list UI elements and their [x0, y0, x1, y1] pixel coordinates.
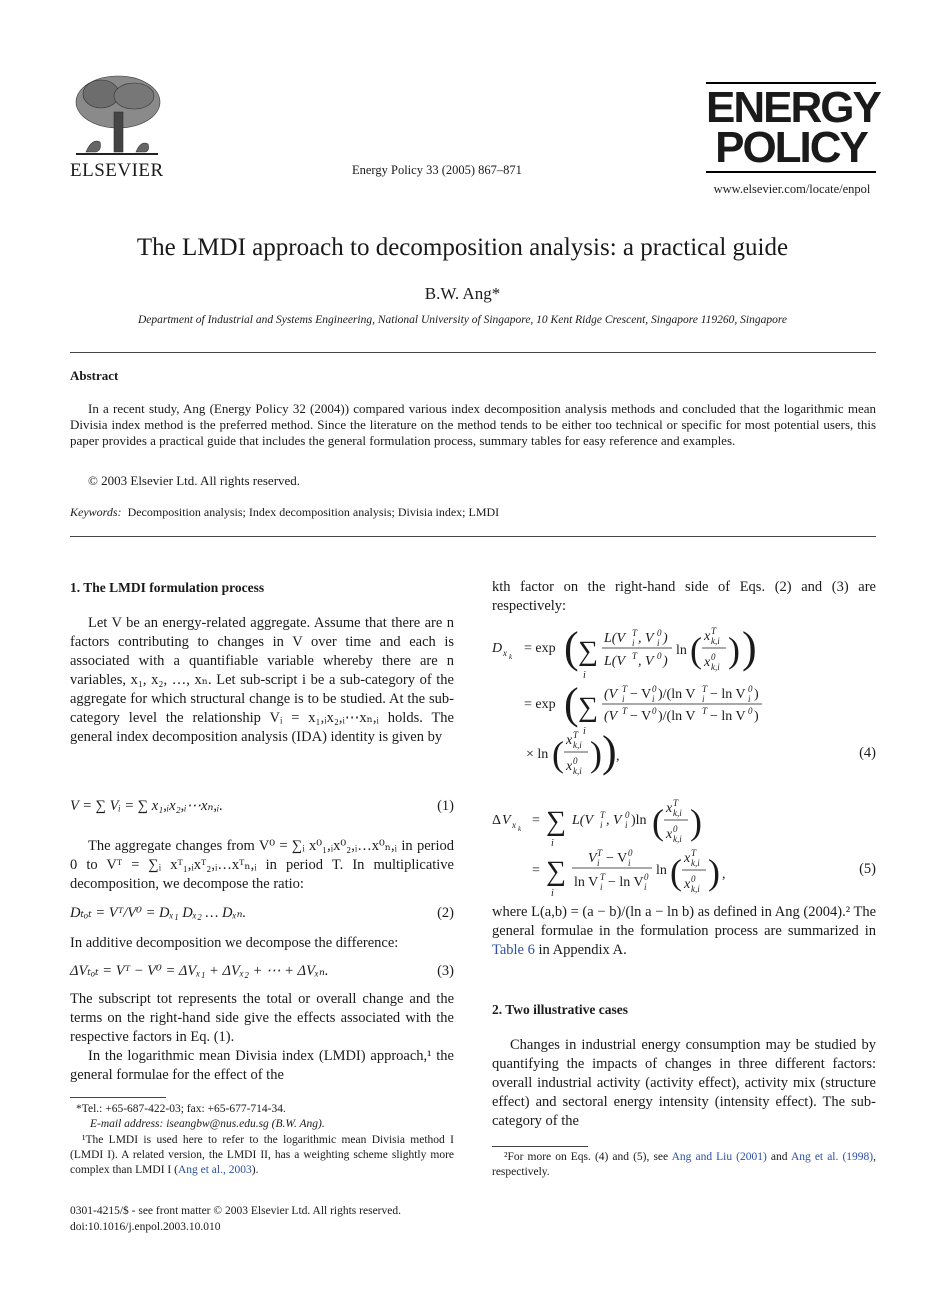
journal-url[interactable]: www.elsevier.com/locate/enpol	[713, 182, 871, 196]
svg-text:x: x	[566, 733, 573, 748]
footnote-2-end: , respectively.	[492, 1151, 876, 1178]
left-paragraph-4: The subscript tot represents the total or overall change and the terms on the right-hand side give the effects associated with the respective factors in Eq. (1).	[70, 991, 454, 1045]
svg-text:Δ: Δ	[492, 813, 502, 828]
svg-text:T: T	[691, 848, 697, 858]
equation-3	[70, 962, 454, 981]
footnote-divider	[492, 1146, 588, 1147]
svg-text:= exp: = exp	[524, 641, 556, 656]
abstract-text: In a recent study, Ang (Energy Policy 32 (2004)) compared various index decomposition analysis methods and concluded that the logarithmic mean Divisia index method is the preferred method. Since the literature on the method tends to be either too technical or specific for most potential users, this paper provides a practical guide that includes the general formulation process, summary tables for easy reference and examples.	[70, 401, 876, 448]
svg-text:V: V	[502, 813, 511, 828]
svg-text:L(V: L(V	[604, 654, 625, 669]
svg-text:∑: ∑	[578, 692, 598, 723]
keywords	[70, 505, 499, 520]
section-1-heading: 1. The LMDI formulation process	[70, 580, 265, 595]
footnote-1-end: ).	[251, 1164, 259, 1176]
svg-text:V: V	[588, 851, 597, 866]
equation-3-number: (3)	[437, 963, 454, 979]
footnote-1-text: ¹The LMDI is used here to refer to the logarithmic mean Divisia method I (LMDI I). A related version, the LMDI II, has a weighting scheme slightly more complex than LMDI I (	[70, 1134, 454, 1176]
svg-text:T: T	[702, 706, 708, 716]
svg-text:i: i	[652, 694, 655, 704]
footnote-2-text: ²For more on Eqs. (4) and (5), see	[504, 1151, 672, 1163]
footnote-contact: *Tel.: +65-687-422-03; fax: +65-677-714-34.	[76, 1103, 286, 1115]
svg-text:0: 0	[652, 706, 657, 716]
svg-text:0: 0	[748, 684, 753, 694]
svg-text:x: x	[666, 827, 673, 842]
divider	[70, 352, 876, 353]
svg-text:i: i	[702, 694, 705, 704]
svg-text:): )	[663, 631, 668, 646]
journal-logo-line1: ENERGY	[706, 83, 880, 132]
svg-text:i: i	[597, 858, 600, 868]
svg-text:i: i	[622, 694, 625, 704]
publisher-name: ELSEVIER	[70, 160, 164, 181]
svg-text:0: 0	[573, 756, 578, 766]
table-6-link[interactable]: Table 6	[492, 942, 535, 958]
svg-text:0: 0	[644, 872, 649, 882]
svg-text:(: (	[552, 734, 564, 774]
svg-text:): )	[663, 654, 668, 669]
svg-text:=: =	[532, 813, 540, 828]
svg-text:0: 0	[625, 810, 630, 820]
svg-text:T: T	[573, 730, 579, 740]
abstract-heading: Abstract	[70, 368, 119, 383]
svg-text:L(V: L(V	[604, 631, 625, 646]
svg-text:D: D	[492, 641, 503, 656]
elsevier-tree-logo	[66, 72, 166, 164]
svg-text:,: ,	[616, 749, 620, 764]
svg-text:− ln V: − ln V	[608, 875, 644, 890]
journal-logo-line2: POLICY	[715, 123, 867, 172]
equation-2-body: Dₜₒₜ = Vᵀ/V⁰ = Dₓ₁ Dₓ₂ … Dₓₙ.	[70, 905, 247, 921]
doi[interactable]: doi:10.1016/j.enpol.2003.10.010	[70, 1221, 221, 1233]
svg-text:): )	[742, 623, 757, 672]
right-paragraph-2-end: in Appendix A.	[534, 942, 627, 958]
svg-text:k,i: k,i	[711, 636, 720, 646]
equation-1	[70, 797, 454, 816]
svg-text:x: x	[684, 877, 691, 892]
svg-text:x: x	[666, 801, 673, 816]
svg-text:, V: , V	[606, 813, 622, 828]
svg-text:x: x	[684, 851, 691, 866]
svg-text:T: T	[632, 628, 638, 638]
svg-text:(: (	[652, 802, 664, 842]
article-title: The LMDI approach to decomposition analysis: a practical guide	[136, 234, 789, 261]
footnote-divider	[70, 1097, 166, 1098]
left-paragraph-1: Let V be an energy-related aggregate. Assume that there are n factors contributing to changes in V over time and each is associated with a quantifiable variable whereby there are n variables, x₁, x₂, …, xₙ. Let sub-script i be a sub-category of the aggregate for which structural change is to be studied. At the sub-category level the relationship Vᵢ = x₁,ᵢx₂,ᵢ⋯xₙ,ᵢ holds. The general index decomposition analysis (IDA) identity is given by	[70, 615, 454, 745]
svg-text:T: T	[632, 651, 638, 661]
svg-text:T: T	[711, 626, 717, 636]
svg-text:− ln V: − ln V	[710, 687, 746, 702]
svg-text:k,i: k,i	[573, 740, 582, 750]
svg-text:x: x	[503, 648, 507, 658]
svg-text:=: =	[532, 863, 540, 878]
svg-text:i: i	[657, 638, 660, 648]
svg-text:x: x	[512, 820, 516, 830]
svg-text:i: i	[632, 638, 635, 648]
svg-text:k,i: k,i	[673, 834, 682, 844]
svg-text:k,i: k,i	[691, 858, 700, 868]
keywords-label: Keywords:	[70, 505, 122, 519]
svg-text:)/(ln V: )/(ln V	[658, 709, 696, 724]
svg-text:k,i: k,i	[673, 808, 682, 818]
svg-text:i: i	[583, 726, 586, 737]
svg-text:0: 0	[657, 651, 662, 661]
svg-text:(: (	[564, 623, 579, 672]
svg-text:0: 0	[657, 628, 662, 638]
svg-text:(V: (V	[604, 687, 618, 702]
svg-text:k,i: k,i	[573, 766, 582, 776]
citation-link[interactable]: Ang et al., 2003	[177, 1164, 252, 1176]
svg-text:0: 0	[711, 652, 716, 662]
footnote-2	[492, 1150, 876, 1180]
svg-text:0: 0	[628, 848, 633, 858]
svg-text:)/(ln V: )/(ln V	[658, 687, 696, 702]
svg-text:∑: ∑	[546, 856, 566, 887]
front-matter: 0301-4215/$ - see front matter © 2003 Elsevier Ltd. All rights reserved.	[70, 1205, 401, 1217]
journal-reference: Energy Policy 33 (2005) 867–871	[352, 163, 522, 177]
svg-text:i: i	[551, 838, 554, 849]
left-paragraph-3: In additive decomposition we decompose the difference:	[70, 935, 399, 951]
svg-text:i: i	[748, 694, 751, 704]
svg-text:i: i	[625, 820, 628, 830]
svg-text:∑: ∑	[578, 636, 598, 667]
svg-text:T: T	[600, 872, 606, 882]
right-paragraph-2	[492, 903, 876, 960]
svg-text:, V: , V	[638, 631, 654, 646]
svg-text:0: 0	[652, 684, 657, 694]
svg-text:): )	[754, 709, 759, 724]
svg-text:− ln V: − ln V	[710, 709, 746, 724]
svg-text:T: T	[673, 798, 679, 808]
svg-text:× ln: × ln	[526, 747, 549, 762]
equation-5	[492, 790, 876, 900]
equation-5-number: (5)	[859, 861, 876, 877]
svg-text:T: T	[702, 684, 708, 694]
svg-text:(: (	[690, 630, 702, 670]
svg-text:x: x	[566, 759, 573, 774]
footnote-email: E-mail address: iseangbw@nus.edu.sg (B.W. Ang).	[90, 1118, 325, 1130]
divider	[70, 536, 876, 537]
equation-2	[70, 904, 454, 923]
footnote-1	[70, 1133, 454, 1178]
svg-text:k: k	[518, 825, 522, 833]
footnote-2-mid: and	[766, 1151, 791, 1163]
section-2-heading: 2. Two illustrative cases	[492, 1002, 628, 1017]
svg-text:0: 0	[691, 874, 696, 884]
svg-text:ln V: ln V	[574, 875, 599, 890]
citation-link-ang-liu[interactable]: Ang and Liu (2001)	[671, 1151, 767, 1163]
svg-text:T: T	[622, 706, 628, 716]
svg-text:− V: − V	[606, 851, 628, 866]
svg-text:− V: − V	[630, 709, 652, 724]
equation-1-body: V = ∑ Vᵢ = ∑ x₁,ᵢx₂,ᵢ⋯xₙ,ᵢ.	[70, 798, 223, 814]
svg-text:(: (	[670, 852, 682, 892]
svg-text:− V: − V	[630, 687, 652, 702]
svg-text:k: k	[509, 653, 513, 661]
left-paragraph-2: The aggregate changes from V⁰ = ∑ᵢ x⁰₁,ᵢx⁰₂,ᵢ…x⁰ₙ,ᵢ in period 0 to Vᵀ = ∑ᵢ xᵀ₁,ᵢxᵀ₂,ᵢ…xᵀₙ,ᵢ in period T. In multiplicative decomposition, we decompose the ratio:	[70, 838, 454, 892]
svg-text:k,i: k,i	[711, 662, 720, 672]
svg-text:= exp: = exp	[524, 697, 556, 712]
svg-text:): )	[590, 734, 602, 774]
equation-4-number: (4)	[859, 745, 876, 761]
svg-text:x: x	[704, 629, 711, 644]
equation-2-number: (2)	[437, 905, 454, 921]
svg-text:)ln: )ln	[631, 813, 647, 828]
svg-text:ln: ln	[656, 863, 667, 878]
svg-text:i: i	[551, 888, 554, 899]
right-paragraph-2-text: where L(a,b) = (a − b)/(ln a − ln b) as defined in Ang (2004).² The general formulae in the formulation process are summarized in	[492, 904, 876, 939]
author-affiliation: Department of Industrial and Systems Engineering, National University of Singapore, 10 Kent Ridge Crescent, Singapore 119260, Singapore	[137, 314, 788, 326]
abstract-copyright: © 2003 Elsevier Ltd. All rights reserved.	[88, 473, 301, 488]
svg-text:i: i	[600, 882, 603, 892]
equation-1-number: (1)	[437, 798, 454, 814]
svg-text:): )	[602, 727, 617, 776]
svg-text:k,i: k,i	[691, 884, 700, 894]
equation-3-body: ΔVₜₒₜ = Vᵀ − V⁰ = ΔVₓ₁ + ΔVₓ₂ + ⋯ + ΔVₓₙ.	[70, 963, 329, 979]
svg-text:L(V: L(V	[572, 813, 593, 828]
svg-text:): )	[690, 802, 702, 842]
svg-text:ln: ln	[676, 643, 687, 658]
svg-text:T: T	[622, 684, 628, 694]
svg-text:): )	[708, 852, 720, 892]
svg-text:x: x	[704, 655, 711, 670]
right-paragraph-1: kth factor on the right-hand side of Eqs. (2) and (3) are respectively:	[492, 579, 876, 614]
keywords-list: Decomposition analysis; Index decomposition analysis; Divisia index; LMDI	[127, 505, 500, 519]
svg-text:(: (	[564, 679, 579, 728]
journal-logo	[706, 82, 880, 173]
svg-text:T: T	[600, 810, 606, 820]
svg-text:T: T	[597, 848, 603, 858]
svg-text:): )	[754, 687, 759, 702]
citation-link-ang-et-al[interactable]: Ang et al. (1998)	[790, 1151, 874, 1163]
svg-text:,: ,	[722, 867, 726, 882]
svg-text:, V: , V	[638, 654, 654, 669]
svg-text:): )	[728, 630, 740, 670]
svg-text:(V: (V	[604, 709, 618, 724]
article-author: B.W. Ang*	[424, 284, 501, 303]
left-paragraph-5: In the logarithmic mean Divisia index (LMDI) approach,¹ the general formulae for the effect of the	[70, 1048, 454, 1083]
svg-text:0: 0	[748, 706, 753, 716]
svg-text:i: i	[628, 858, 631, 868]
right-paragraph-3: Changes in industrial energy consumption may be studied by quantifying the impacts of changes in three different factors: overall industrial activity (activity effect), activity mix (structure effect) and sectoral energy intensity (intensity effect). The sub-category of the	[492, 1037, 876, 1129]
svg-text:i: i	[583, 670, 586, 681]
svg-text:i: i	[600, 820, 603, 830]
svg-text:i: i	[644, 882, 647, 892]
svg-text:0: 0	[673, 824, 678, 834]
svg-text:∑: ∑	[546, 806, 566, 837]
